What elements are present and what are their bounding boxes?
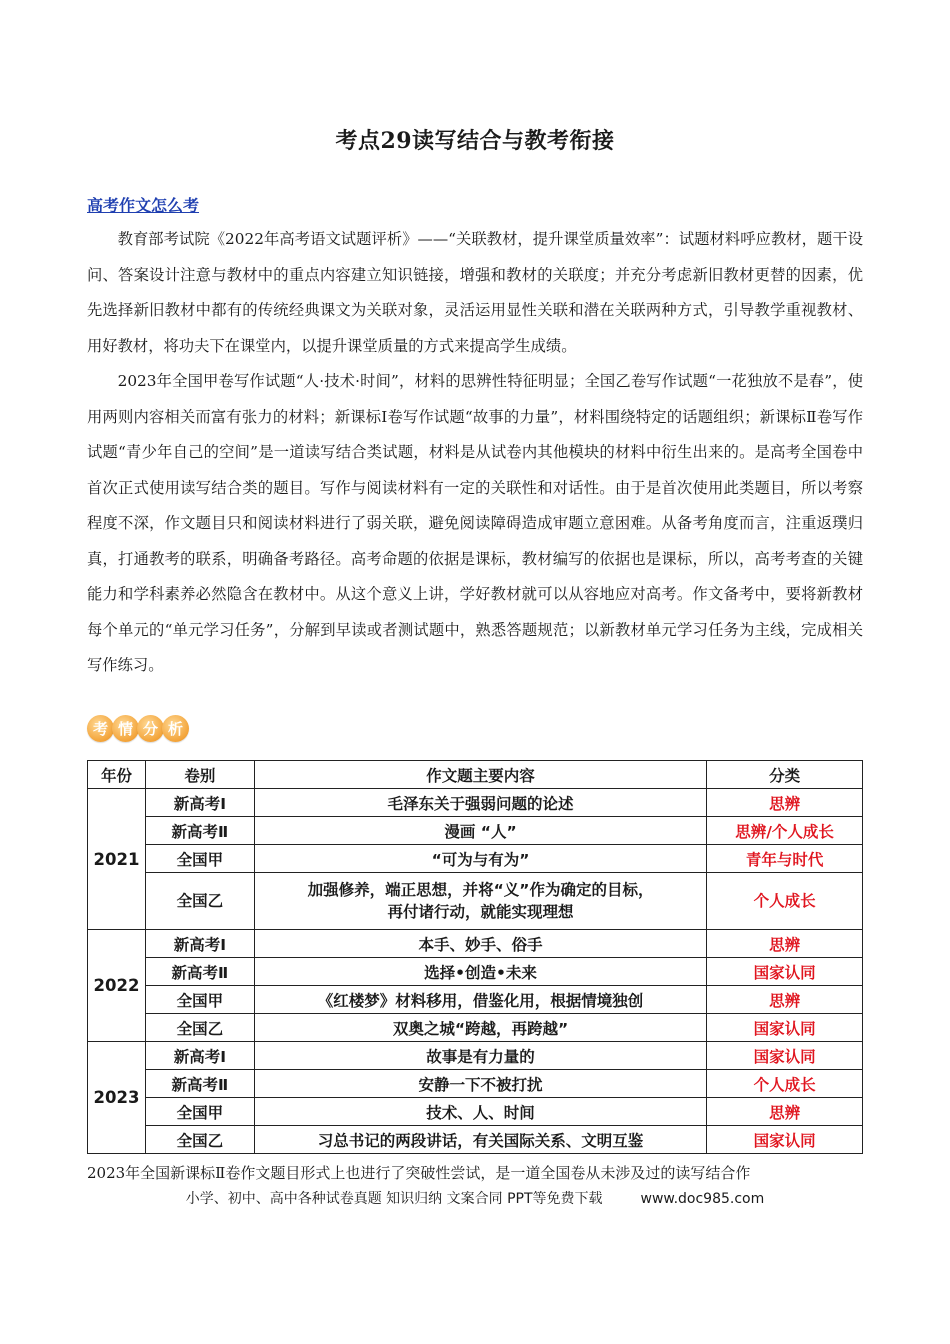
year-cell: 2021: [88, 789, 146, 930]
paper-cell: 新高考Ⅰ: [145, 789, 254, 817]
paper-cell: 全国乙: [145, 1014, 254, 1042]
header-paper: 卷别: [145, 761, 254, 789]
category-cell: 国家认同: [707, 1126, 863, 1154]
table-row: [88, 930, 863, 958]
footer-url[interactable]: www.doc985.com: [640, 1191, 765, 1207]
header-year: 年份: [88, 761, 146, 789]
continuation-text: 2023年全国新课标Ⅱ卷作文题目形式上也进行了突破性尝试，是一道全国卷从未涉及过的读写结合作: [87, 1164, 751, 1182]
content-cell: 毛泽东关于强弱问题的论述: [254, 789, 706, 817]
content-cell: 选择•创造•未来: [254, 958, 706, 986]
category-cell: 思辨: [707, 930, 863, 958]
content-line: 再付诸行动，就能实现理想: [387, 903, 574, 921]
category-cell: 思辨: [707, 986, 863, 1014]
category-cell: 个人成长: [707, 873, 863, 930]
header-content: 作文题主要内容: [254, 761, 706, 789]
paper-cell: 全国甲: [145, 845, 254, 873]
analysis-paragraph: 2023年全国甲卷写作试题“人·技术·时间”，材料的思辨性特征明显；全国乙卷写作试题“一花独放不是春”，使用两则内容相关而富有张力的材料；新课标Ⅰ卷写作试题“故事的力量”，材料围绕特定的话题组织；新课标Ⅱ卷写作试题“青少年自己的空间”是一道读写结合类试题，材料是从试卷内其他模块的材料中衍生出来的。是高考全国卷中首次正式使用读写结合类的题目。写作与阅读材料有一定的关联性和对话性。由于是首次使用此类题目，所以考察程度不深，作文题目只和阅读材料进行了弱关联，避免阅读障碍造成审题立意困难。从备考角度而言，注重返璞归真，打通教考的联系，明确备考路径。高考命题的依据是课标，教材编写的依据也是课标，所以，高考考查的关键能力和学科素养必然隐含在教材中。从这个意义上讲，学好教材就可以从容地应对高考。作文备考中，要将新教材每个单元的“单元学习任务”，分解到早读或者测试题中，熟悉答题规范；以新教材单元学习任务为主线，完成相关写作练习。: [87, 372, 863, 674]
category-cell: 思辨: [707, 1098, 863, 1126]
paper-cell: 新高考Ⅱ: [145, 1070, 254, 1098]
table-row: [88, 1098, 863, 1126]
footer-text: 小学、初中、高中各种试卷真题 知识归纳 文案合同 PPT等免费下载: [185, 1191, 603, 1207]
badge-char: 情: [112, 715, 139, 742]
paper-cell: 新高考Ⅰ: [145, 1042, 254, 1070]
content-cell: 习总书记的两段讲话，有关国际关系、文明互鉴: [254, 1126, 706, 1154]
paper-cell: 新高考Ⅰ: [145, 930, 254, 958]
content-cell: 漫画 “人”: [254, 817, 706, 845]
table-row: [88, 873, 863, 930]
page-title: 考点29读写结合与教考衔接: [335, 128, 615, 154]
exam-analysis-badge: [87, 712, 199, 744]
page-footer: [0, 1188, 950, 1208]
paper-cell: 全国乙: [145, 873, 254, 930]
content-cell: “可为与有为”: [254, 845, 706, 873]
badge-char: 考: [87, 715, 114, 742]
table-row: [88, 958, 863, 986]
category-cell: 思辨/个人成长: [707, 817, 863, 845]
section-link-how-exam-tests[interactable]: 高考作文怎么考: [87, 196, 200, 215]
category-cell: 国家认同: [707, 958, 863, 986]
table-row: [88, 789, 863, 817]
table-row: [88, 1126, 863, 1154]
badge-char: 析: [162, 715, 189, 742]
content-cell: 故事是有力量的: [254, 1042, 706, 1070]
paper-cell: 全国甲: [145, 1098, 254, 1126]
table-row: [88, 986, 863, 1014]
category-cell: 青年与时代: [707, 845, 863, 873]
content-cell: 《红楼梦》材料移用，借鉴化用，根据情境独创: [254, 986, 706, 1014]
content-cell: 本手、妙手、俗手: [254, 930, 706, 958]
header-category: 分类: [707, 761, 863, 789]
content-cell: 安静一下不被打扰: [254, 1070, 706, 1098]
category-cell: 个人成长: [707, 1070, 863, 1098]
intro-paragraph: 教育部考试院《2022年高考语文试题评析》——“关联教材，提升课堂质量效率”：试题材料呼应教材，题干设问、答案设计注意与教材中的重点内容建立知识链接，增强和教材的关联度；并充分考虑新旧教材更替的因素，优先选择新旧教材中都有的传统经典课文为关联对象，灵活运用显性关联和潜在关联两种方式，引导教学重视教材、用好教材，将功夫下在课堂内，以提升课堂质量的方式来提高学生成绩。: [87, 230, 863, 355]
table-row: [88, 845, 863, 873]
paper-cell: 新高考Ⅱ: [145, 817, 254, 845]
table-row: [88, 1014, 863, 1042]
paper-cell: 全国乙: [145, 1126, 254, 1154]
content-cell: 技术、人、时间: [254, 1098, 706, 1126]
table-row: [88, 1042, 863, 1070]
table-row: [88, 1070, 863, 1098]
table-header-row: [88, 761, 863, 789]
category-cell: 国家认同: [707, 1042, 863, 1070]
essay-topics-table: [87, 760, 863, 1154]
paper-cell: 全国甲: [145, 986, 254, 1014]
year-cell: 2023: [88, 1042, 146, 1154]
content-cell: 双奥之城“跨越，再跨越”: [254, 1014, 706, 1042]
paper-cell: 新高考Ⅱ: [145, 958, 254, 986]
year-cell: 2022: [88, 930, 146, 1042]
category-cell: 思辨: [707, 789, 863, 817]
content-cell: [254, 873, 706, 930]
badge-char: 分: [137, 715, 164, 742]
category-cell: 国家认同: [707, 1014, 863, 1042]
table-row: [88, 817, 863, 845]
content-line: 加强修养，端正思想，并将“义”作为确定的目标，: [307, 881, 654, 899]
